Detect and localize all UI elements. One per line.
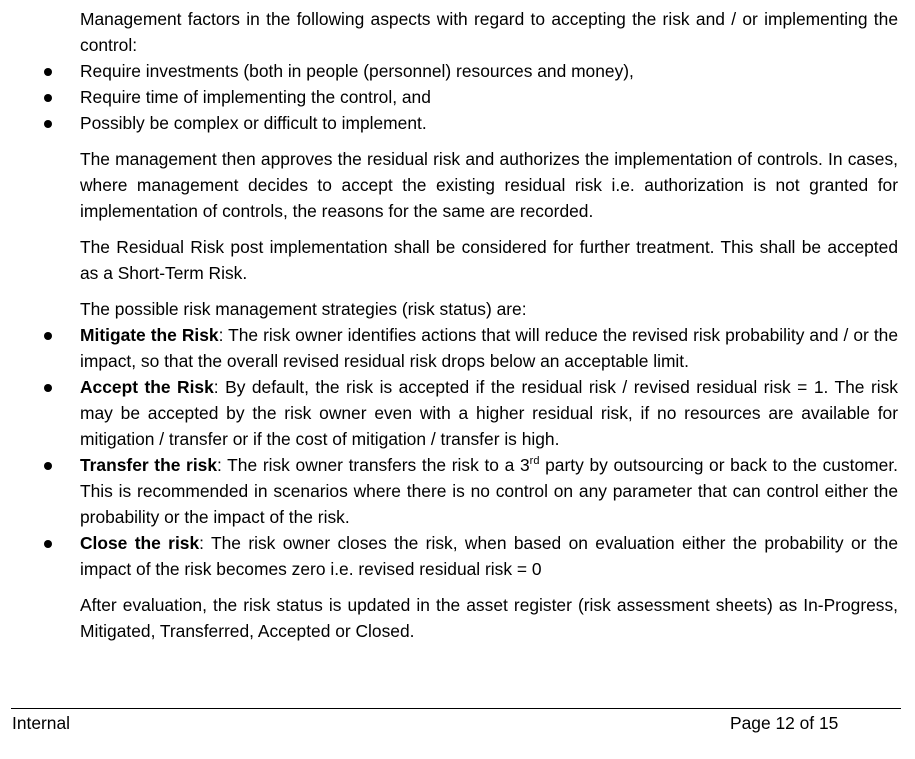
footer-divider (11, 708, 901, 709)
strategy-term: Close the risk (80, 533, 200, 553)
strategies-intro: The possible risk management strategies (risk status) are: (80, 299, 527, 319)
approval-paragraph: The management then approves the residual risk and authorizes the implementation of controls. In cases, where management decides to accept the existing residual risk i.e. authorization is not granted for implementation of controls, the reasons for the same are recorded. (80, 149, 898, 221)
strategy-description: : By default, the risk is accepted if the residual risk / revised residual risk = 1. The risk may be accepted by the risk owner even with a higher residual risk, if no resources are available for mitigation / transfer or if the cost of mitigation / transfer is high. (80, 377, 898, 449)
factors-list (80, 58, 898, 136)
bullet-icon (44, 68, 52, 76)
bullet-icon (44, 462, 52, 470)
footer-classification: Internal (12, 713, 71, 733)
final-paragraph: After evaluation, the risk status is updated in the asset register (risk assessment sheets) as In-Progress, Mitigated, Transferred, Accepted or Closed. (80, 595, 898, 641)
list-item (80, 58, 898, 84)
list-item (80, 374, 898, 452)
strategy-term: Transfer the risk (80, 455, 217, 475)
bullet-icon (44, 332, 52, 340)
strategy-description-continued: party by outsourcing or back to the customer. This is recommended in scenarios where there is no control on any parameter that can control either the probability or the impact of the risk. (80, 455, 898, 527)
intro-paragraph: Management factors in the following aspects with regard to accepting the risk and / or implementing the control: (80, 9, 898, 55)
list-item-text: Possibly be complex or difficult to implement. (80, 113, 427, 133)
list-item (80, 84, 898, 110)
bullet-icon (44, 94, 52, 102)
strategy-description: : The risk owner closes the risk, when based on evaluation either the probability or the impact of the risk becomes zero i.e. revised residual risk = 0 (80, 533, 898, 579)
list-item (80, 110, 898, 136)
list-item-text: Require investments (both in people (personnel) resources and money), (80, 61, 634, 81)
footer-page-number: Page 12 of 15 (730, 713, 839, 733)
strategy-term: Mitigate the Risk (80, 325, 219, 345)
document-body (80, 6, 898, 644)
strategy-description: : The risk owner transfers the risk to a 3 (217, 455, 530, 475)
list-item (80, 452, 898, 530)
bullet-icon (44, 120, 52, 128)
bullet-icon (44, 384, 52, 392)
residual-risk-paragraph: The Residual Risk post implementation shall be considered for further treatment. This shall be accepted as a Short-Term Risk. (80, 237, 898, 283)
list-item (80, 530, 898, 582)
bullet-icon (44, 540, 52, 548)
list-item-text: Require time of implementing the control, and (80, 87, 431, 107)
strategy-description: : The risk owner identifies actions that will reduce the revised risk probability and / or the impact, so that the overall revised residual risk drops below an acceptable limit. (80, 325, 898, 371)
strategy-term: Accept the Risk (80, 377, 214, 397)
ordinal-suffix: rd (529, 455, 540, 468)
strategies-list (80, 322, 898, 582)
list-item (80, 322, 898, 374)
